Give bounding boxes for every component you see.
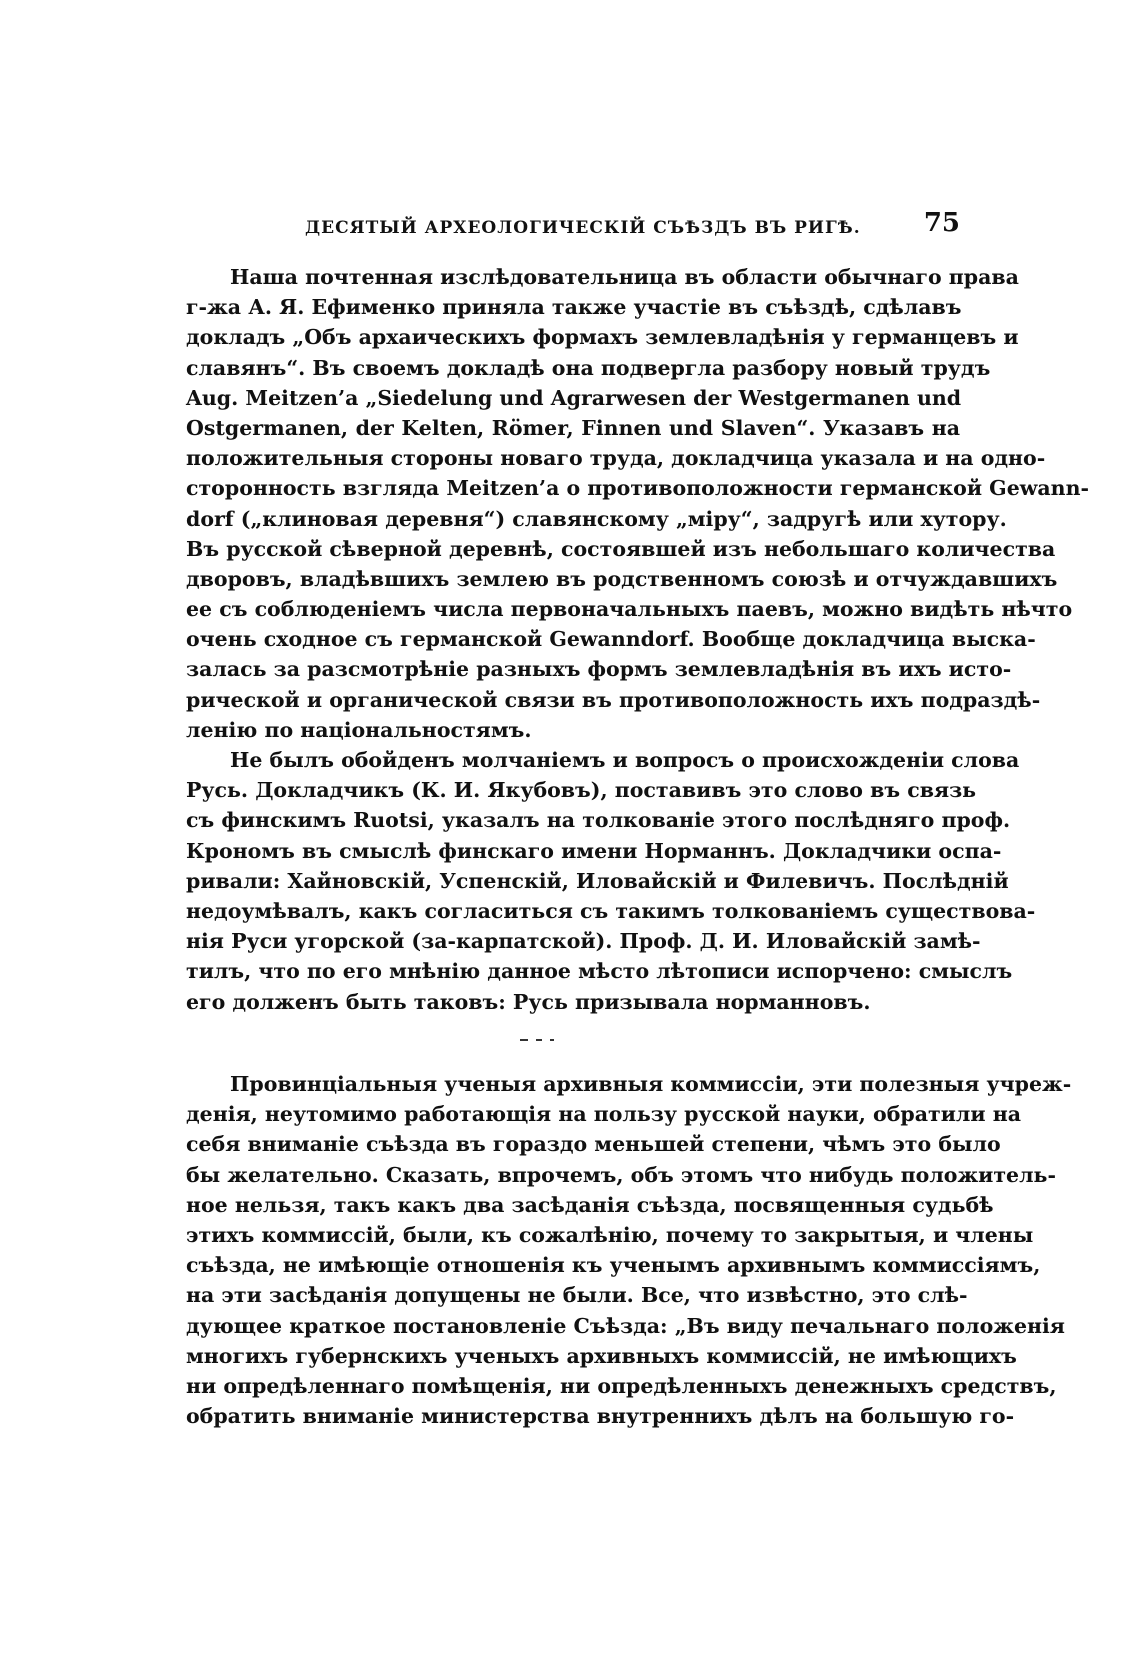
- text-line: рической и органической связи въ противоположность ихъ подраздѣ-: [186, 687, 1041, 712]
- text-line: сторонность взгляда Meitzen’a о противоположности германской Gewann-: [186, 476, 1089, 501]
- text-line: съѣзда, не имѣющіе отношенія къ ученымъ архивнымъ коммиссіямъ,: [186, 1253, 1041, 1278]
- text-line: многихъ губернскихъ ученыхъ архивныхъ коммиссій, не имѣющихъ: [186, 1343, 1017, 1368]
- running-title: ДЕСЯТЫЙ АРХЕОЛОГИЧЕСКІЙ СЪѢЗДЪ ВЪ РИГѢ.: [305, 218, 861, 238]
- text-line: Ostgermanen, der Kelten, Römer, Finnen und Slaven“. Указавъ на: [186, 415, 960, 440]
- text-line: очень сходное съ германской Gewanndorf. Вообще докладчица выска-: [186, 627, 1036, 652]
- text-line: Aug. Meitzen’a „Siedelung und Agrarwesen der Westgermanen und: [186, 385, 962, 410]
- paragraph-rus-origin: [186, 745, 1036, 1017]
- paragraph-efimenko-report: [186, 262, 1089, 745]
- text-line: Наша почтенная изслѣдовательница въ области обычнаго права: [230, 265, 1019, 289]
- text-line: Крономъ въ смыслѣ финскаго имени Норманнъ. Докладчики оспа-: [186, 838, 1002, 863]
- text-line: себя вниманіе съѣзда въ гораздо меньшей степени, чѣмъ это было: [186, 1132, 1001, 1157]
- text-line: ривали: Хайновскій, Успенскій, Иловайскій и Филевичъ. Послѣдній: [186, 868, 1009, 893]
- text-line: тилъ, что по его мнѣнію данное мѣсто лѣтописи испорчено: смыслъ: [186, 959, 1013, 984]
- text-line: Въ русской сѣверной деревнѣ, состоявшей изъ небольшаго количества: [186, 536, 1056, 561]
- text-line: его долженъ быть таковъ: Русь призывала норманновъ.: [186, 989, 871, 1014]
- running-head: [305, 208, 960, 244]
- text-line: положительныя стороны новаго труда, докладчица указала и на одно-: [186, 446, 1046, 471]
- text-line: докладъ „Объ архаическихъ формахъ землевладѣнія у германцевъ и: [186, 325, 1019, 350]
- text-line: обратить вниманіе министерства внутреннихъ дѣлъ на большую го-: [186, 1404, 1015, 1429]
- text-line: этихъ коммиссій, были, къ сожалѣнію, почему то закрытыя, и члены: [186, 1222, 1034, 1247]
- paragraph-archive-commissions: [186, 1069, 1072, 1431]
- section-separator: [520, 1037, 560, 1043]
- text-line: Русь. Докладчикъ (К. И. Якубовъ), поставивъ это слово въ связь: [186, 778, 977, 803]
- text-line: залась за разсмотрѣніе разныхъ формъ землевладѣнія въ ихъ исто-: [186, 657, 1012, 682]
- text-line: денія, неутомимо работающія на пользу русской науки, обратили на: [186, 1102, 1022, 1127]
- lower-text-block: [186, 1069, 1072, 1431]
- text-line: ее съ соблюденіемъ числа первоначальныхъ паевъ, можно видѣть нѣчто: [186, 597, 1073, 622]
- text-line: dorf („клиновая деревня“) славянскому „міру“, задругѣ или хутору.: [186, 506, 1007, 531]
- upper-text-block: [186, 262, 1089, 1017]
- text-line: нія Руси угорской (за-карпатской). Проф. Д. И. Иловайскій замѣ-: [186, 929, 981, 954]
- text-line: ни опредѣленнаго помѣщенія, ни опредѣленныхъ денежныхъ средствъ,: [186, 1373, 1057, 1398]
- text-line: г-жа А. Я. Ефименко приняла также участіе въ съѣздѣ, сдѣлавъ: [186, 295, 962, 320]
- text-line: дующее краткое постановленіе Съѣзда: „Въ виду печальнаго положенія: [186, 1313, 1065, 1338]
- text-line: Не былъ обойденъ молчаніемъ и вопросъ о происхожденіи слова: [230, 748, 1020, 772]
- text-line: недоумѣвалъ, какъ согласиться съ такимъ толкованіемъ существова-: [186, 898, 1036, 923]
- text-line: ленію по національностямъ.: [186, 717, 532, 742]
- text-line: Провинціальныя ученыя архивныя коммиссіи, эти полезныя учреж-: [230, 1072, 1072, 1096]
- text-line: ное нельзя, такъ какъ два засѣданія съѣзда, посвященныя судьбѣ: [186, 1192, 994, 1217]
- text-line: бы желательно. Сказать, впрочемъ, объ этомъ что нибудь положитель-: [186, 1162, 1056, 1187]
- text-line: славянъ“. Въ своемъ докладѣ она подвергла разбору новый трудъ: [186, 355, 991, 380]
- text-line: дворовъ, владѣвшихъ землею въ родственномъ союзѣ и отчуждавшихъ: [186, 566, 1058, 591]
- page-number: 75: [923, 208, 960, 238]
- text-line: съ финскимъ Ruotsi, указалъ на толкованіе этого послѣдняго проф.: [186, 808, 1011, 833]
- text-line: на эти засѣданія допущены не были. Все, что извѣстно, это слѣ-: [186, 1283, 968, 1308]
